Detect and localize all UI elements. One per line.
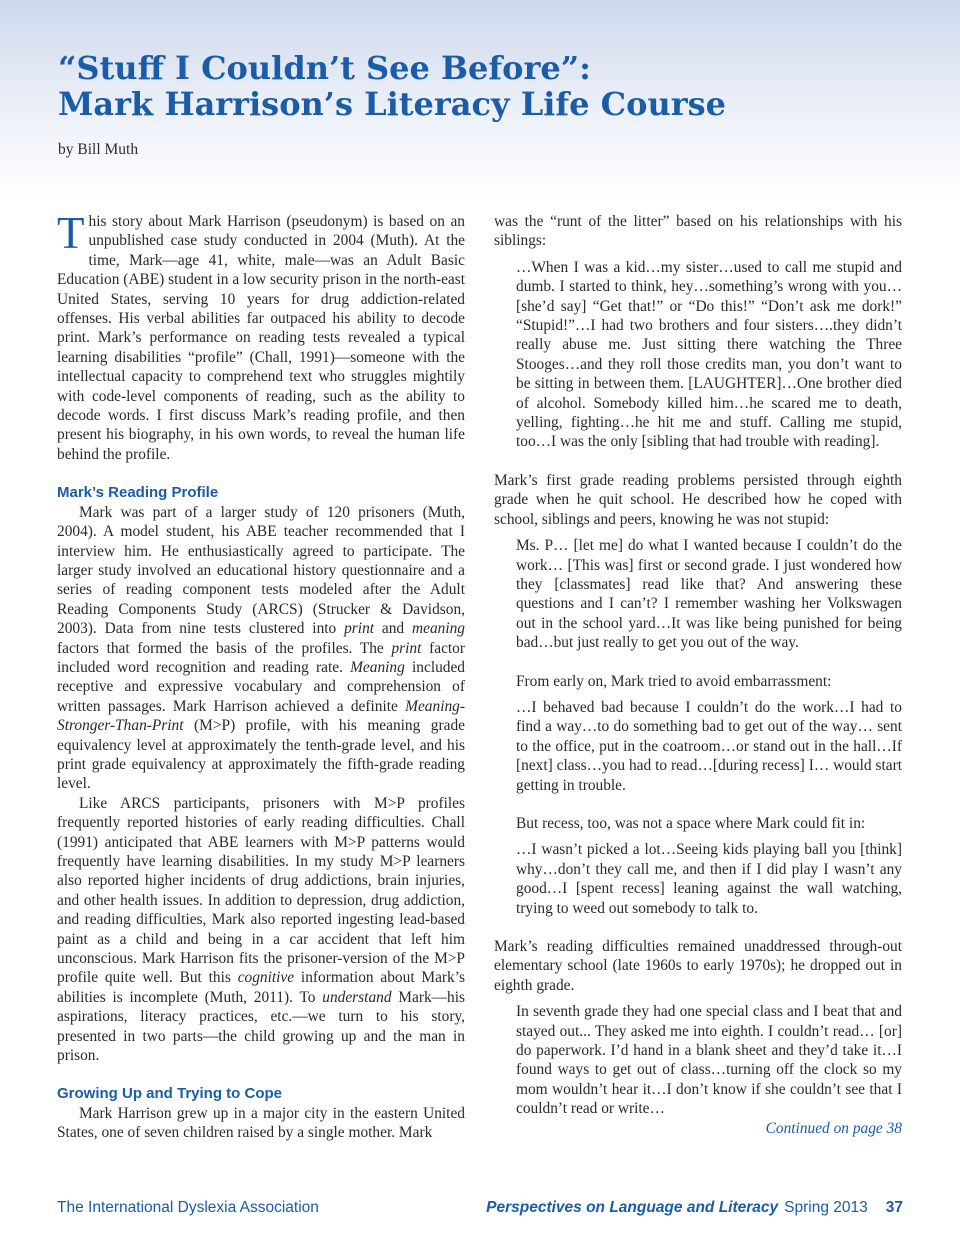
title-line-1: “Stuff I Couldn’t See Before”: — [58, 49, 591, 87]
drop-cap: T — [57, 208, 85, 258]
quote-block-4: …I wasn’t picked a lot…Seeing kids playing ball you [think] why…don’t they call me, and then if I did play I wasn’t any good…I [spent recess] leaning against the wall watching, trying to weed out somebody to talk to. — [516, 841, 902, 917]
quote-block-2: Ms. P… [let me] do what I wanted because I couldn’t do the work… [This was] first or second grade. I just wondered how they [classmates] read like that? And answering these questions and I can’t? I remember washing her Volkswagen out in the school yard…It was like being punished for being bad…but just really to get you out of the way. — [516, 537, 902, 652]
footer-publication — [486, 1199, 903, 1217]
footer-season: Spring 2013 — [784, 1199, 868, 1216]
right-paragraph-5: Mark’s reading difficulties remained unaddressed through-out elementary school (late 1960s to early 1970s); he dropped out in eighth grade. — [494, 938, 902, 994]
page-number: 37 — [885, 1199, 903, 1216]
profile-paragraph-1: Mark was part of a larger study of 120 prisoners (Muth, 2004). A model student, his ABE teacher recommended that I interview him. He enthusiastically agreed to participate. The larger study involved an educational history questionnaire and a series of reading component tests modeled after the Adult Reading Components Study (ARCS) (Strucker & Davidson, 2003). Data from nine tests clustered into print and meaning factors that formed the basis of the profiles. The print factor included word recognition and reading rate. Meaning included receptive and expressive vocabulary and comprehension of written passages. Mark Harrison achieved a definite Meaning-Stronger-Than-Print (M>P) profile, with his meaning grade equivalency level at approximately the tenth-grade level, and his print grade equivalency at approximately the fifth-grade reading level. — [57, 503, 466, 793]
right-paragraph-3: From early on, Mark tried to avoid embarrassment: — [516, 672, 832, 690]
quote-block-3: …I behaved bad because I couldn’t do the work…I had to find a way…to do something bad to get out of the way… sent to the office, put in the coatroom…or stand out in the hall…If [next] class…you had to read…[during recess] I… would start getting in trouble. — [516, 698, 902, 794]
intro-paragraph: This story about Mark Harrison (pseudonym) is based on an unpublished case study conducted in 2004 (Muth). At the time, Mark—age 41, white, male—was an Adult Basic Education (ABE) student in a low security prison in the north-east United States, serving 10 years for drug addiction-related offenses. His verbal abilities far outpaced his ability to decode print. Mark’s performance on reading tests revealed a typical learning disabilities “profile” (Chall, 1991)—someone with the intellectual capacity to comprehend text who struggles mightily with code-level components of reading, such as the ability to decode words. I first discuss Mark’s reading profile, and then present his biography, in his own words, to reveal the human life behind the profile. — [57, 208, 465, 463]
footer-organization: The International Dyslexia Association — [57, 1199, 319, 1216]
quote-block-5: In seventh grade they had one special class and I beat that and stayed out... They asked me into eighth. I couldn’t read… [or] do paperwork. I’d hand in a blank sheet and they’d take it…I found ways to get out of class…turning off the clock so my mom wouldn’t hear it…I don’t know if she couldn’t see that I couldn’t read or write… — [516, 1003, 902, 1118]
growing-paragraph-1: Mark Harrison grew up in a major city in the eastern United States, one of seven children raised by a single mother. Mark — [57, 1104, 465, 1142]
left-column — [57, 208, 466, 1143]
section-heading-growing-up: Growing Up and Trying to Cope — [57, 1085, 282, 1103]
footer-journal-title: Perspectives on Language and Literacy — [486, 1199, 779, 1216]
byline: by Bill Muth — [58, 141, 139, 158]
right-paragraph-1: was the “runt of the litter” based on his relationships with his siblings: — [494, 213, 902, 250]
continued-link[interactable]: Continued on page 38 — [765, 1119, 902, 1137]
right-paragraph-2: Mark’s first grade reading problems persisted through eighth grade when he quit school. He described how he coped with school, siblings and peers, knowing he was not stupid: — [494, 471, 902, 528]
right-column — [494, 212, 902, 1138]
quote-block-1: …When I was a kid…my sister…used to call me stupid and dumb. I started to think, hey…something’s wrong with you… [she’d say] “Get that!” or “Do this!” “Don’t ask me dork!” “Stupid!”…I had two brothers and four sisters….they didn’t really abuse me. Just sitting there watching the Three Stooges…and they roll those credits man, you don’t want to be sitting in between them. [LAUGHTER]…One brother died of alcohol. Somebody killed him…he scared me to death, yelling, fighting…he hit me and stuff. Calling me stupid, too…I was the only [sibling that had trouble with reading]. — [516, 258, 902, 451]
section-heading-reading-profile: Mark’s Reading Profile — [57, 484, 219, 502]
right-paragraph-4: But recess, too, was not a space where Mark could fit in: — [516, 814, 866, 832]
title-line-2: Mark Harrison’s Literacy Life Course — [58, 85, 726, 123]
profile-paragraph-2: Like ARCS participants, prisoners with M>P profiles frequently reported histories of early reading difficulties. Chall (1991) anticipated that ABE learners with M>P patterns would frequently have learning disabilities. In my study M>P learners also reported higher incidents of drug addictions, brain injuries, and other health issues. In addition to depression, drug addiction, and reading difficulties, Mark also reported ingesting lead-based paint as a child and being in a car accident that left him unconscious. Mark Harrison fits the prisoner-version of the M>P profile quite well. But this cognitive information about Mark’s abilities is incomplete (Muth, 2011). To understand Mark—his aspirations, literacy practices, etc.—we turn to his story, presented in two parts—the child growing up and the man in prison. — [57, 794, 466, 1065]
article-title — [58, 50, 726, 122]
